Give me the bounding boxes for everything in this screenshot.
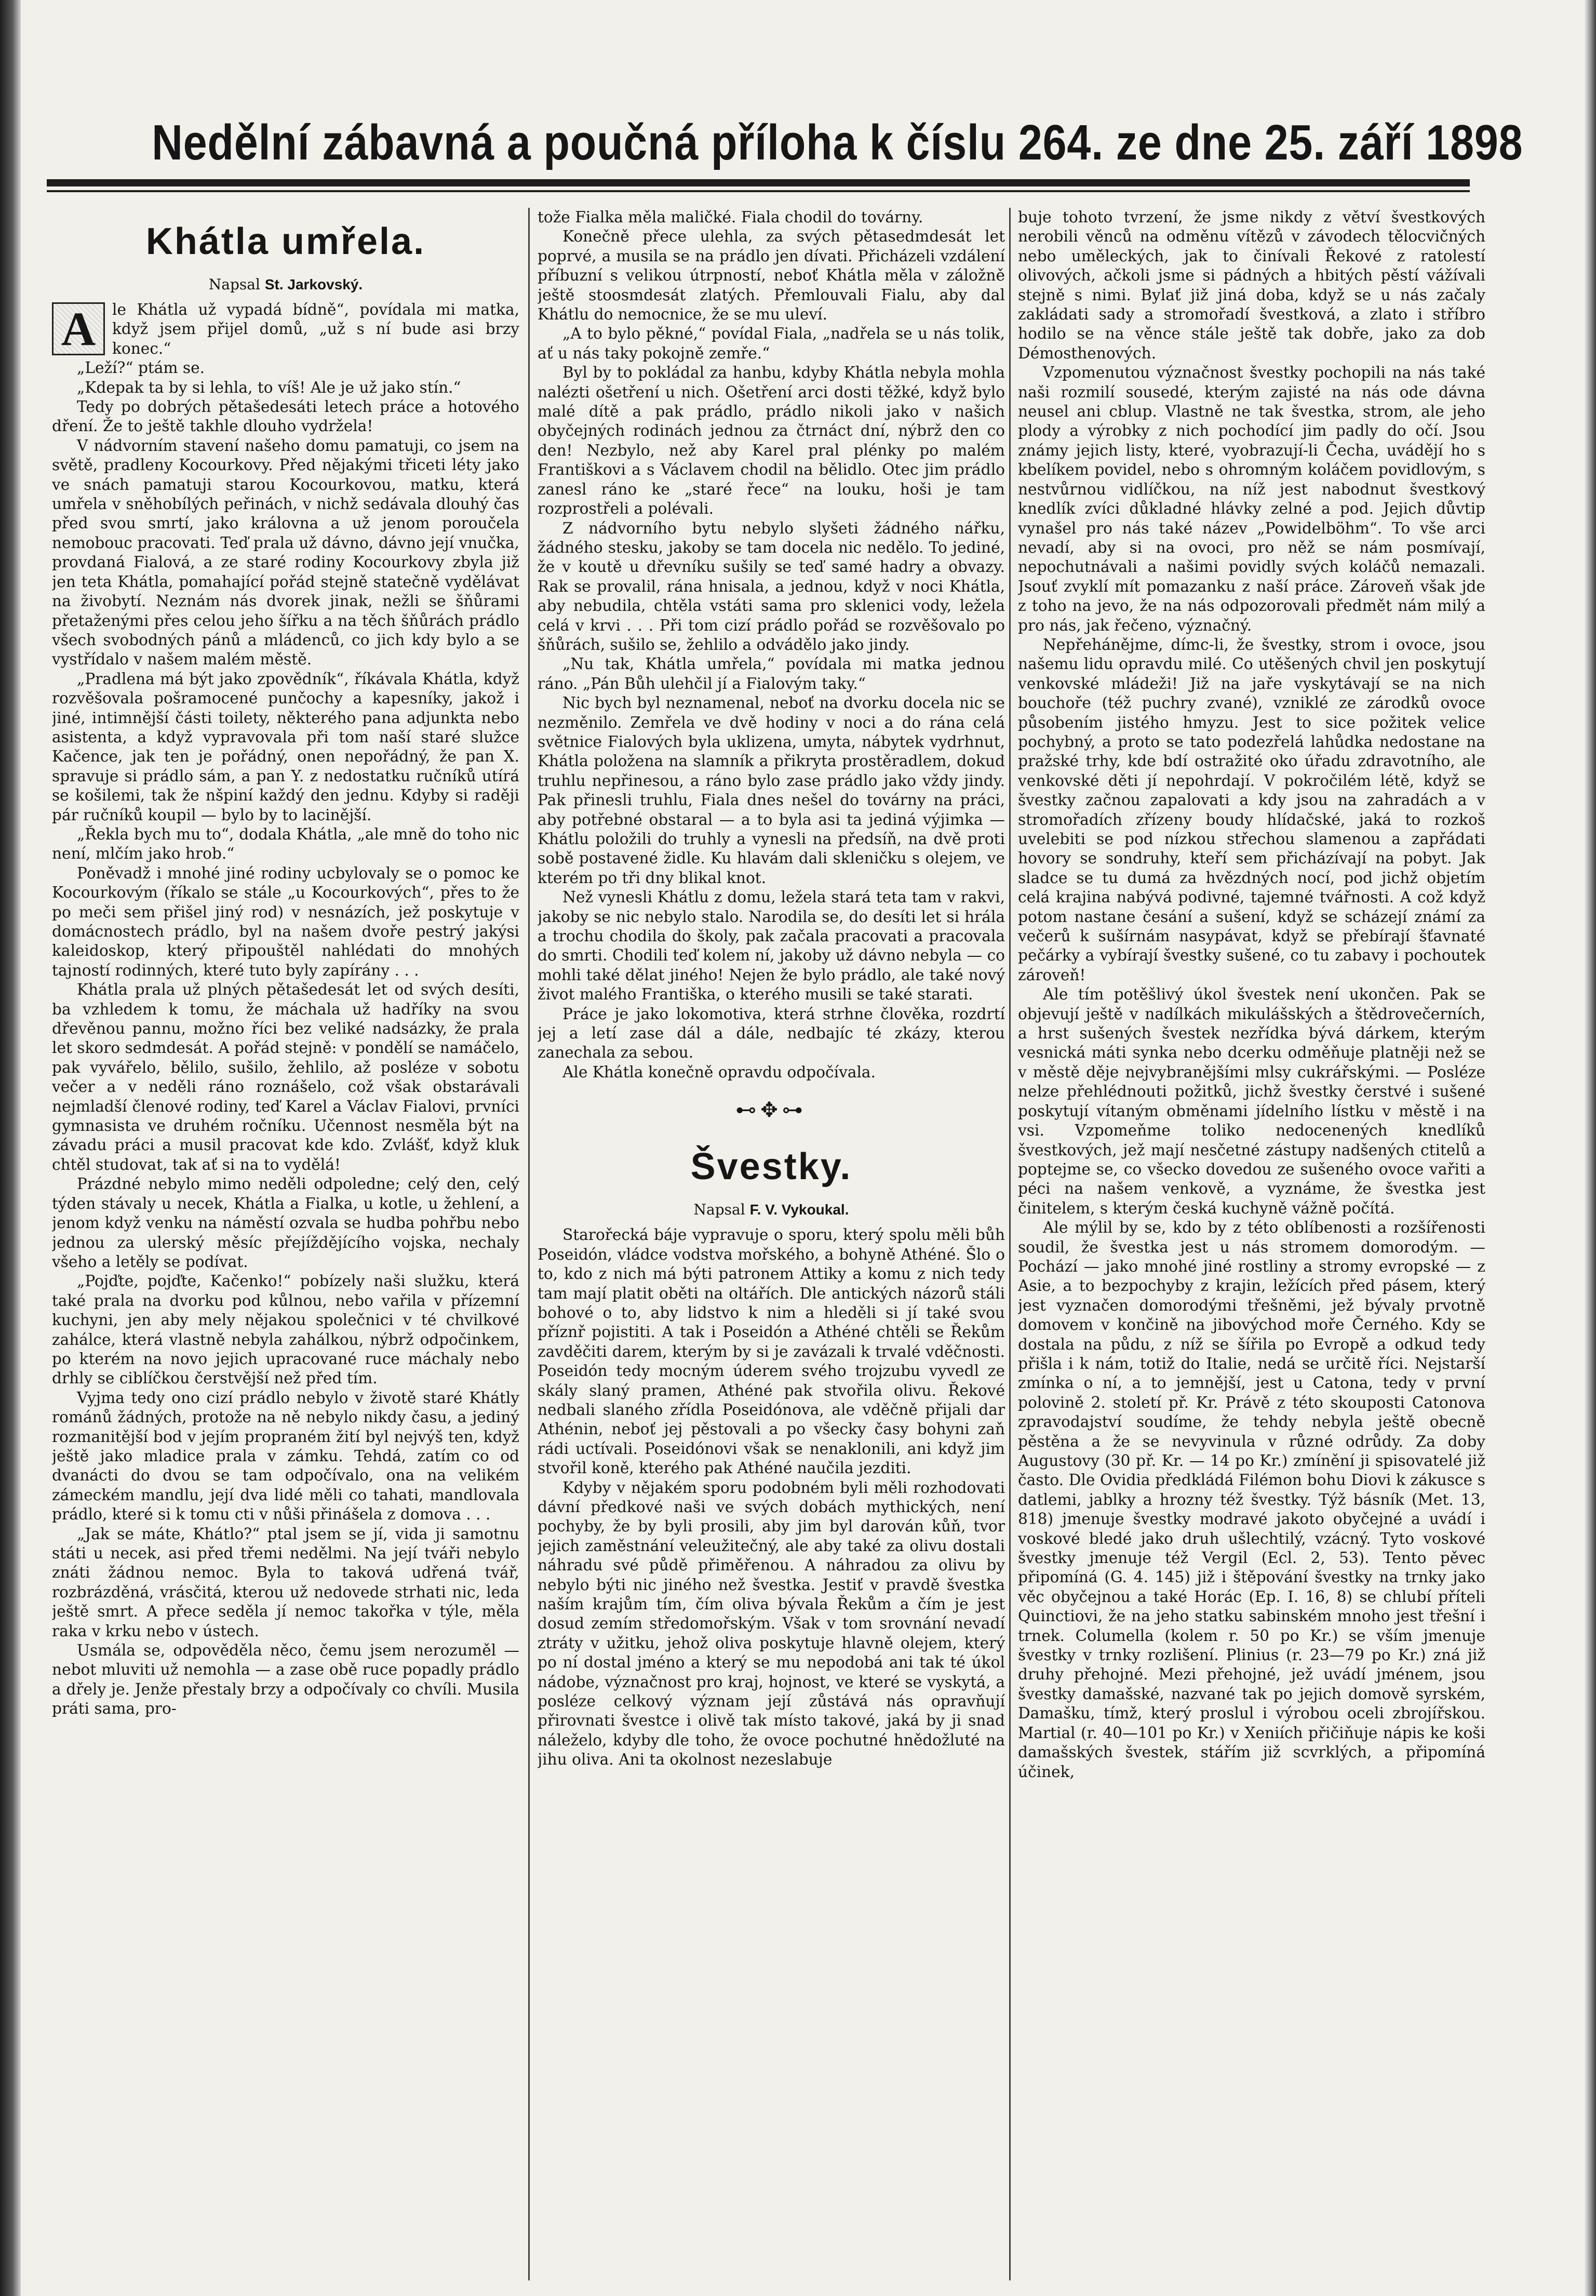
column-3 xyxy=(1018,208,1485,2280)
paragraph: „Nu tak, Khátla umřela,“ povídala mi matka jednou ráno. „Pán Bůh ulehčil jí a Fialovým taky.“ xyxy=(538,655,1005,692)
paragraph-text: le Khátla už vypadá bídně“, povídala mi matka, když jsem přijel domů, „už s ní bude asi brzy konec.“ xyxy=(112,301,519,357)
paragraph: Z nádvorního bytu nebylo slyšeti žádného nářku, žádného stesku, jakoby se tam docela nic nedělo. To jediné, že v koutě u dřevníku sušily se teď samé hadry a obvazy. Rak se provalil, rána hnisala, a jednou, když v noci Khátla, aby nebudila, chtěla vstáti sama pro sklenici vody, ležela celá v krvi . . . Při tom cizí prádlo pořád se rozvěšovalo po šňůrách, sušilo se, žehlilo a odvádělo jako jindy. xyxy=(538,519,1005,653)
byline-prefix: Napsal xyxy=(208,276,260,293)
column-divider-2 xyxy=(1009,208,1011,2280)
article-byline-khatla xyxy=(52,274,519,295)
paragraph: Byl by to pokládal za hanbu, kdyby Khátla nebyla mohla nalézti ošetření u nich. Ošetření arci dosti těžké, když bylo malé dítě a pak prádlo, prádlo nikoli jako v našich obyčejných rodinách jednou za čtrnáct dní, nýbrž den co den! Nezbylo, než aby Karel pral plénky po malém Františkovi a s Václavem chodil na bělidlo. Otec jim prádlo zanesl ráno ke „staré řece“ na louku, hoši je tam rozprostřeli a polévali. xyxy=(538,364,1005,518)
byline-author: St. Jarkovský. xyxy=(264,276,363,292)
paragraph: Poněvadž i mnohé jiné rodiny ucbylovaly se o pomoc ke Kocourkovým (říkalo se stále „u Kocourkových“, přes to že po meči sem přišel jiný rod) v nesnázích, jež poskytuje v domácnostech prádlo, byl na našem dvoře pestrý jakýsi kaleidoskop, který připouštěl nahlédati do mnohých tajností rodinných, které tuto byly zapírány . . . xyxy=(52,864,519,979)
paragraph: tože Fialka měla maličké. Fiala chodil do továrny. xyxy=(538,208,923,226)
column-1 xyxy=(52,208,519,2280)
paragraph: Nic bych byl neznamenal, neboť na dvorku docela nic se nezměnilo. Zemřela ve dvě hodiny v noci a do rána celá světnice Fialových byla uklizena, umyta, nábytek vydrhnut, Khátla položena na slamník a přikryta prostěradlem, dokud truhlu nepřinesou, a ráno bylo zase prádlo jako vždy jindy. Pak přinesli truhlu, Fiala dnes nešel do továrny na práci, aby potřebné obstaral — a to byla asi ta jediná výjimka — Khátlu položili do truhly a vynesli na předsíň, na dvě proti sobě postavené židle. Ku hlavám dali skleničku s olejem, ve kterém po tři dny blikal knot. xyxy=(538,694,1005,887)
paragraph: Starořecká báje vypravuje o sporu, který spolu měli bůh Poseidón, vládce vodstva mořského, a bohyně Athéné. Šlo o to, kdo z nich má býti patronem Attiky a komu z nich tedy tam mají platit oběti na oltářích. Dle antických názorů stáli bohové o to, aby lidstvo k nim a hleděli si jí také svou příznř pojistiti. A tak i Poseidón a Athéné chtěli se Řekům zavděčiti darem, kterým by si je zavázali k trvalé vděčnosti. Poseidón tedy mocným úderem svého trojzubu vyvedl ze skály slaný pramen, Athéné pak stvořila olivu. Řekové nedbali slaného zřídla Poseidónova, ale vděčně přijali dar Athénin, neboť jej pěstovali a po všecky časy bohyni zaň rádi uctívali. Poseidónovi však se nenaklonili, ani když jim stvořil koně, kterého pak Athéné naučila jezditi. xyxy=(538,1226,1005,1477)
dropcap-letter: A xyxy=(52,302,105,355)
paragraph: buje tohoto tvrzení, že jsme nikdy z větví švestkových nerobili věnců na odměnu vítězů v závodech tělocvičných nebo uměleckých, jak to činívali Řekové z ratolestí olivových, ačkoli jsme si pádných a hbitých pěstí vážívali stejně s nimi. Bylať již jiná doba, když se u nás začaly zakládati sady a stromořadí švestková, a zlato i stříbro hodilo se na věnce stále ještě tak dobře, jako za dob Démosthenových. xyxy=(1018,208,1485,362)
column-divider-1 xyxy=(528,208,530,2280)
paragraph: „Pojďte, pojďte, Kačenko!“ pobízely naši služku, která také prala na dvorku pod kůlnou, nebo vařila v přízemní kuchyni, jen aby mely nějakou společnici v té chvilkové zahálce, která vlastně nebyla zahálkou, nýbrž odpočinkem, po kterém na novo jejich upracované ruce máchaly nebo drhly se ciblíčkou čerstvější než před tím. xyxy=(52,1272,519,1387)
article-title-svestky: Švestky. xyxy=(690,1146,852,1188)
masthead-rule-thin xyxy=(47,190,1470,192)
paragraph: Než vynesli Khátlu z domu, ležela stará teta tam v rakvi, jakoby se nic nebylo stalo. Narodila se, do desíti let si hrála a trochu chodila do školy, pak začala pracovati a pracovala do smrti. Chodili teď kolem ní, jakoby už dávno nebyla — co mohli také dělat jiného! Nejen že bylo prádlo, ale také nový život malého Františka, o kterého musili se také starati. xyxy=(538,888,1005,1004)
paragraph: „A to bylo pěkné,“ povídal Fiala, „nadřela se u nás tolik, ať u nás taky pokojně zemře.“ xyxy=(538,325,1005,362)
article-title-khatla: Khátla umřela. xyxy=(145,221,426,262)
paragraph: Konečně přece ulehla, za svých pětasedmdesát let poprvé, a musila se na prádlo jen dívati. Přicházeli vzdálení příbuzní s velikou útrpností, neboť Khátla měla v záložně ještě stoosmdesát zlatých. Přemlouvali Fialu, aby dal Khátlu do nemocnice, že se mu uleví. xyxy=(538,228,1005,324)
paragraph: „Jak se máte, Khátlo?“ ptal jsem se jí, vida ji samotnu státi u necek, asi před třemi nedělmi. Na její tváři nebylo znáti žádnou nemoc. Byla to taková udřená tvář, rozbrázděná, vrásčitá, kterou už nedovede strhati nic, leda ještě smrt. A přece seděla jí nemoc takořka v týle, měla raka v krku nebo v ústech. xyxy=(52,1525,519,1640)
byline-author: F. V. Vykoukal. xyxy=(749,1202,849,1218)
paragraph xyxy=(52,300,519,358)
paragraph: Práce je jako lokomotiva, která strhne člověka, rozdrtí jej a letí zase dál a dále, nedbajíc té zkázy, kterou zanechala za sebou. xyxy=(538,1005,1005,1062)
paragraph: „Pradlena má být jako zpovědník“, říkávala Khátla, když rozvěšovala pošramocené punčochy a kapesníky, jakož i jiné, intimnější části toilety, některého pana adjunkta nebo asistenta, a když vypravovala při tom naší staré služce Kačence, jak ten je pořádný, onen nepořádný, že pan X. spravuje si prádlo sám, a pan Y. z nedostatku ručníků utírá se košilemi, tak že nšpiní každý den jednu. Kdyby si raději pár ručníků koupil — bylo by to lacinější. xyxy=(52,670,519,824)
masthead: Nedělní zábavná a poučná příloha k číslu 264. ze dne 25. září 1898 xyxy=(152,115,1523,170)
paragraph: Nepřehánějme, dímc-li, že švestky, strom i ovoce, jsou našemu lidu opravdu milé. Co utěšených chvil jen poskytují venkovské mládeži! Již na jaře vyskytávají se na nich bouchoře (též puchry zvané), vzniklé ze zárodků ovoce působením jistého hmyzu. Jest to sice požitek velice pochybný, a proto se tato podezřelá lahůdka nedostane na pražské trhy, kde bdí ostražité oko úřadu zdravotního, ale venkovské děti jí nepohrdají. V pokročilém létě, když se švestky začnou zapalovati a kdy jsou na zahradách a v stromořadích zřízeny boudy hlídačské, jaká to rozkoš uvelebiti se pod nízkou střechou slamenou a zapřádati hovory se sondruhy, kteří sem přicházívají na pobyt. Jak sladce se tu dumá za hvězdných nocí, pod jichž objetím celá krajina nabývá podivné, tajemné tvářnosti. A což když potom nastane česání a sušení, když se scházejí známí za večerů k sušírnám nasypávat, když se přebírají šťavnaté pečárky a vybírají švestky sušené, co tu zabavy i pochoutek zároveň! xyxy=(1018,635,1485,984)
scan-edge-left xyxy=(0,0,21,2296)
paragraph: „Řekla bych mu to“, dodala Khátla, „ale mně do toho nic není, mlčím jako hrob.“ xyxy=(52,825,519,863)
paragraph: Tedy po dobrých pětašedesáti letech práce a hotového dření. Že to ještě takhle dlouho vydržela! xyxy=(52,398,519,435)
paragraph: Ale mýlil by se, kdo by z této oblíbenosti a rozšířenosti soudil, že švestka jest u nás stromem domorodým. — Pochází — jako mnohé jiné rostliny a stromy evropské — z Asie, a to bezpochyby z krajin, ležících před pásem, který jest vyznačen domorodými třešněmi, jež bývaly prvotně domovem v končině na jibovýchod moře Černého. Kdy se dostala na půdu, z níž se šířila po Evropě a odkud tedy přišla i k nám, totiž do Italie, nedá se určitě říci. Nejstarší zmínka o ní, a to jemnější, jest u Catona, tedy v první polovině 2. století př. Kr. Právě z této skouposti Catonova zpravodajství soudíme, že tehdy nebyla ještě obecně pěstěna a že se nevyvinula v různé odrůdy. Za doby Augustovy (30 př. Kr. — 14 po Kr.) zmínění ji spisovatelé již často. Dle Ovidia předkládá Filémon bohu Diovi k zákusce s datlemi, jablky a hrozny též švestky. Týž básník (Met. 13, 818) jmenuje švestky modravé jakoto obyčejné a uvádí i voskové bledé jako druh ušlechtilý, vzácný. Tyto voskové švestky jmenuje též Vergil (Ecl. 2, 53). Tento pěvec připomíná (G. 4. 145) již i štěpování švestky na trnky jako věc obyčejnou a také Horác (Ep. I. 16, 8) se chlubí příteli Quinctiovi, že na jeho statku sabinském mnoho jest třešní i trnek. Columella (kolem r. 50 po Kr.) se vším jmenuje švestky v trnky rozlišení. Plinius (r. 23—79 po Kr.) zná již druhy přehojné. Mezi přehojné, jež uvádí jménem, jsou švestky damašské, nazvané tak po jejich domově syrském, Damašku, tímž, který proslul i výrobou oceli zbrojířskou. Martial (r. 40—101 po Kr.) v Xeniích přičiňuje nápis ke koši damašských švestek, stářím již scvrklých, a připomíná účinek, xyxy=(1018,1219,1485,1781)
paragraph: Khátla prala už plných pětašedesát let od svých desíti, ba vzhledem k tomu, že máchala už hadříky na svou dřevěnou pannu, možno říci bez veliké nadsázky, že prala let skoro sedmdesát. A pořád stejně: v pondělí se namáčelo, pak vyvářelo, bělilo, sušilo, žehlilo, až posléze v sobotu večer a v neděli ráno roznášelo, což však obstarávali nejmladší členové rodiny, teď Karel a Václav Fialovi, prvníci gymnasista ve druhém ročníku. Učennost nesměla být na závadu práci a musil pracovat kde kdo. Zvlášť, když kluk chtěl studovat, tak ať si na to vydělá! xyxy=(52,981,519,1173)
paragraph: Vyjma tedy ono cizí prádlo nebylo v životě staré Khátly románů žádných, protože na ně nebylo nikdy času, a jediný rozmanitější bod v jejím propraném žití byl nejvýš ten, když ještě jako mladice prala v zámku. Tehdá, zatím co od dvanácti do dvou se tam odpočívalo, ona na velikém zámeckém mandlu, její dva lidé měli co tahati, mandlovala prádlo, které si k tomu cti v nůši přinášela z domova . . . xyxy=(52,1389,519,1524)
paragraph: Prázdné nebylo mimo neděli odpoledne; celý den, celý týden stávaly u necek, Khátla a Fialka, u kotle, u žehlení, a jenom když venku na náměstí ozvala se hudba pohřbu nebo jednou za ulerský měsíc přejíždějícího vojska, nechaly všeho a letěly se podívat. xyxy=(52,1175,519,1271)
paragraph: Ale Khátla konečně opravdu odpočívala. xyxy=(562,1063,876,1081)
column-2 xyxy=(538,208,1005,2280)
paragraph: Vzpomenutou význačnost švestky pochopili na nás také naši rozmilí sousedé, kterým zajisté na nás ode dávna neusel ani cblup. Vlastně ne tak švestka, strom, ale jeho plody a výrobky z nich pochodící jim padly do očí. Jsou známy jejich listy, které, vyobrazují-li Čecha, uvádějí ho s kbelíkem povidel, nebo s ohromným koláčem povidlovým, s nestvůrnou vidlíčkou, na níž jest nabodnut švestkový knedlík zvíci důkladné hlávky zelné a pod. Jejich důvtip vynašel pro nás také název „Powidelböhm“. To vše arci nevadí, aby si na ovoci, pro něž se nám posmívají, nepochutnávali a našimi povidly svých koláčů nemazali. Jsouť zvyklí mít pomazanku z naší práce. Zároveň však jde z toho na jevo, že na nás odpozorovali předmět nám milý a pro nás, jak řečeno, význačný. xyxy=(1018,364,1485,634)
paragraph: V nádvorním stavení našeho domu pamatuji, co jsem na světě, pradleny Kocourkovy. Před nějakými třiceti léty jako ve snách pamatuji starou Kocourkovou, matku, která umřela v sněhobílých peřinách, v nichž sedávala dlouhý čas před svou smrtí, jako královna a už jenom poroučela nemobouc pracovati. Teď prala už dávno, dávno její vnučka, provdaná Fialová, a ze staré rodiny Kocourkovy zbyla již jen teta Khátla, pomahající pořád stejně statečně vydělávat na živobytí. Neznám nás dvorek jinak, nežli se šňůrami přetaženými přes celou jeho šířku a na těch šňůrách prádlo všech svobodných pánů a mládenců, co jich kdy bylo a se vystřídalo v našem malém městě. xyxy=(52,436,519,669)
paragraph: „Kdepak ta by si lehla, to víš! Ale je už jako stín.“ xyxy=(77,378,461,396)
article-byline-svestky xyxy=(538,1199,1005,1220)
masthead-rule xyxy=(47,179,1470,186)
byline-prefix: Napsal xyxy=(693,1201,745,1219)
ornament-separator: ⊷✥⊶ xyxy=(735,1098,807,1123)
paragraph: Usmála se, odpověděla něco, čemu jsem nerozuměl — nebot mluviti už nemohla — a zase obě ruce popadly prádlo a dřely je. Jenže přestaly brzy a odpočívaly co chvíli. Musila práti sama, pro- xyxy=(52,1641,519,1718)
paragraph: Kdyby v nějakém sporu podobném byli měli rozhodovati dávní předkové naši ve svých dobách mythických, není pochyby, že by byli prosili, aby jim byl darován kůň, tvor jejich zaměstnání veleužitečný, ale aby také za olivu dostali náhradu své půdě přiměřenou. A náhradou za olivu by nebylo býti nic jiného než švestka. Jestiť v pravdě švestka naším krajům tím, čím oliva bývala Řekům a čím je jest dosud zemím středomořským. Však v tom srovnání nevadí ztráty v užitku, jehož oliva poskytuje hlavně olejem, který po ní dostal jméno a který se mu nepodobá ani tak té úkol nádobe, význačnost pro kraj, hojnost, ve které se vyskytá, a posléze celkový význam její zůstává nás opravňují přirovnati švestce i olivě tak místo takové, jaká by ji snad náleželo, kdyby dle toho, že ovoce pochutné hnědožluté na jihu oliva. Ani ta okolnost nezeslabuje xyxy=(538,1478,1005,1769)
scan-edge-right xyxy=(1585,0,1596,2296)
paragraph: „Leží?“ ptám se. xyxy=(77,359,205,377)
paragraph: Ale tím potěšlivý úkol švestek není ukončen. Pak se objevují ještě v nadílkách mikulášských a štědrovečerních, a hrst sušených švestek nezřídka bývá dárkem, kterým vesnická máti synka nebo dcerku odměňuje platněji než se v městě děje nejvybranějšími mlsy cukrářskými. — Posléze nelze přehlédnouti požitků, jichž švestky čerstvé i sušené poskytují vítaným obměnami jídelního lístku v městě i na vsi. Vzpomeňme toliko nedocenených knedlíků švestkových, jež mají nesčetné zástupy nadšených ctitelů a poptejme se, co všecko dovedou ze sušeného ovoce vařiti a péci na našem venkově, a vyznáme, že švestka jest činitelem, s kterým česká kuchyně vážně počítá. xyxy=(1018,985,1485,1217)
